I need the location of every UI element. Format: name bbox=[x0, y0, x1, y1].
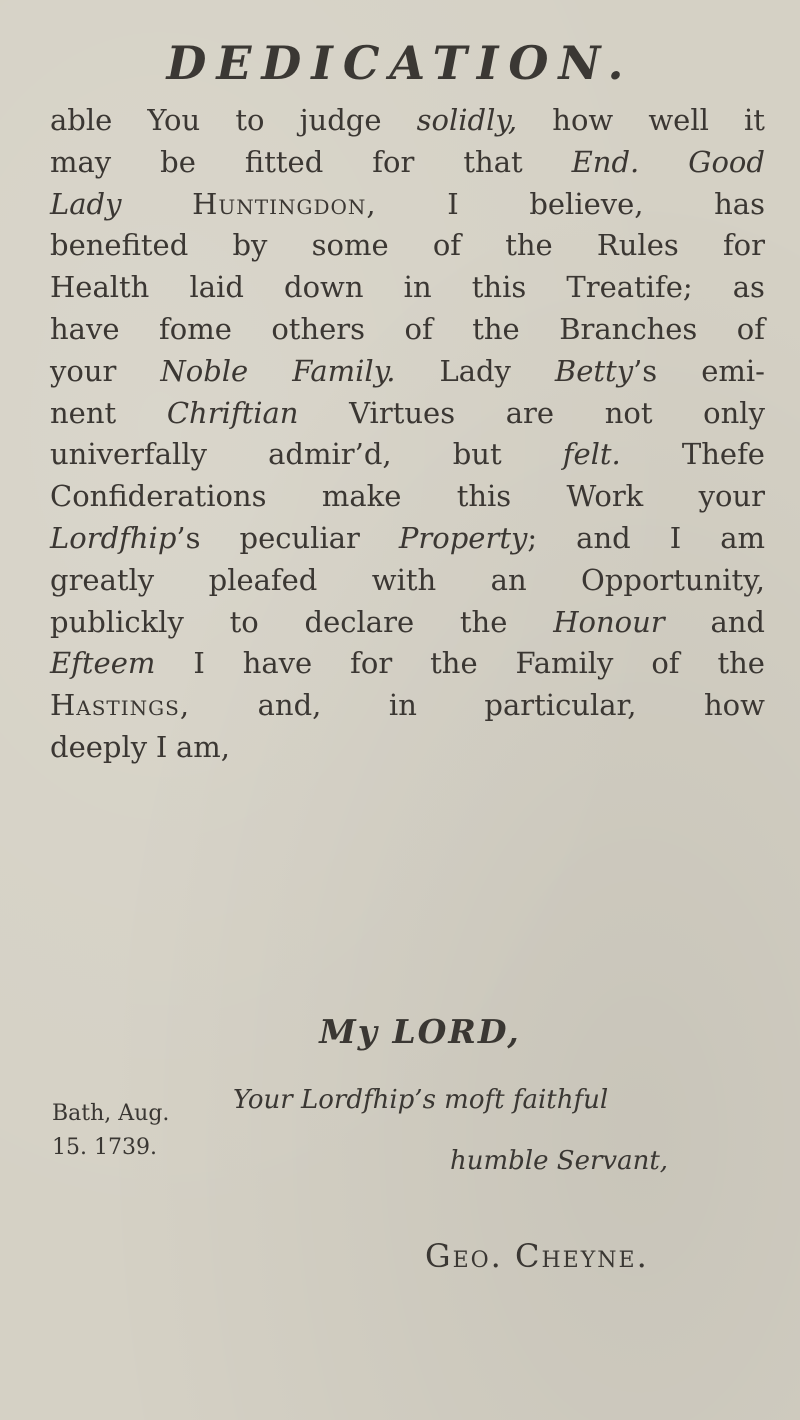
word: I bbox=[155, 729, 168, 764]
word: Noble bbox=[160, 353, 249, 388]
place: Bath, Aug. bbox=[52, 1101, 170, 1126]
word: greatly bbox=[50, 562, 155, 597]
word: Confiderations bbox=[50, 479, 267, 514]
word: admir’d, bbox=[268, 437, 392, 472]
word: to bbox=[235, 103, 265, 137]
word: Lady bbox=[439, 353, 511, 388]
word: Rules bbox=[596, 228, 679, 263]
word: as bbox=[732, 270, 765, 305]
word: Thefe bbox=[681, 437, 765, 472]
word: Virtues bbox=[349, 395, 456, 430]
word: your bbox=[698, 479, 765, 514]
word: Work bbox=[566, 479, 644, 514]
word: the bbox=[430, 646, 478, 681]
word: Betty’s bbox=[554, 353, 658, 388]
word: felt. bbox=[562, 437, 621, 472]
word: to bbox=[229, 604, 259, 639]
word: able bbox=[50, 103, 113, 137]
word: Lady bbox=[50, 186, 122, 221]
word: of bbox=[736, 311, 765, 346]
word: this bbox=[471, 270, 527, 305]
word: declare bbox=[304, 604, 415, 639]
word: the bbox=[717, 646, 765, 681]
word: of bbox=[404, 311, 433, 346]
word: in bbox=[388, 688, 417, 723]
signature: Geo. Cheyne. bbox=[425, 1237, 649, 1275]
text-line bbox=[50, 267, 765, 309]
word: and bbox=[710, 604, 765, 639]
word: not bbox=[604, 395, 653, 430]
text-line bbox=[50, 225, 765, 267]
text-line bbox=[50, 100, 765, 142]
word: fitted bbox=[244, 144, 324, 179]
text-line bbox=[50, 476, 765, 518]
word: how bbox=[552, 103, 614, 137]
word: fome bbox=[159, 311, 232, 346]
word: Lordfhip’s bbox=[50, 520, 201, 555]
word: I bbox=[447, 186, 459, 221]
text-line bbox=[50, 727, 765, 769]
word: I bbox=[193, 646, 205, 681]
word: You bbox=[147, 103, 201, 137]
word: Family. bbox=[292, 353, 396, 388]
word: in bbox=[403, 270, 432, 305]
word: nent bbox=[50, 395, 117, 430]
word: Efteem bbox=[50, 646, 156, 681]
word: may bbox=[50, 144, 112, 179]
word: Opportunity, bbox=[581, 562, 765, 597]
word: for bbox=[372, 144, 415, 179]
word: the bbox=[459, 604, 508, 639]
word: your bbox=[50, 353, 117, 388]
text-line bbox=[50, 685, 765, 727]
word: Honour bbox=[553, 604, 665, 639]
closing-line-2: humble Servant, bbox=[450, 1146, 669, 1176]
word: publickly bbox=[50, 604, 184, 639]
word: Property; bbox=[398, 520, 538, 555]
word: Branches bbox=[559, 311, 698, 346]
word: peculiar bbox=[239, 520, 360, 555]
running-head: DEDICATION. bbox=[166, 36, 634, 90]
word: emi- bbox=[701, 353, 765, 388]
word: of bbox=[651, 646, 680, 681]
word: it bbox=[744, 103, 765, 137]
closing-line-1: Your Lordfhip’s moft faithful bbox=[233, 1085, 609, 1115]
word: and bbox=[576, 520, 631, 555]
word: Family bbox=[515, 646, 614, 681]
word: Chriftian bbox=[166, 395, 299, 430]
word: an bbox=[490, 562, 527, 597]
word: Huntingdon, bbox=[192, 186, 377, 221]
text-line bbox=[50, 142, 765, 184]
word: by bbox=[232, 228, 268, 263]
word: benefited bbox=[50, 228, 189, 263]
word: am, bbox=[175, 729, 230, 764]
word: particular, bbox=[484, 688, 637, 723]
word: pleafed bbox=[208, 562, 318, 597]
salutation: My LORD, bbox=[319, 1012, 521, 1051]
text-line bbox=[50, 560, 765, 602]
text-line bbox=[50, 184, 765, 226]
word: Health bbox=[50, 270, 150, 305]
word: laid bbox=[189, 270, 244, 305]
word: well bbox=[648, 103, 709, 137]
text-line bbox=[50, 643, 765, 685]
word: down bbox=[284, 270, 364, 305]
word: for bbox=[350, 646, 393, 681]
word: are bbox=[505, 395, 555, 430]
text-line bbox=[50, 434, 765, 476]
word: have bbox=[50, 311, 120, 346]
word: of bbox=[432, 228, 462, 263]
date: 15. 1739. bbox=[52, 1135, 157, 1160]
word: that bbox=[463, 144, 523, 179]
word: has bbox=[714, 186, 765, 221]
word: this bbox=[456, 479, 512, 514]
word: for bbox=[722, 228, 765, 263]
word: the bbox=[472, 311, 520, 346]
dedication-body bbox=[50, 100, 765, 769]
word: univerfally bbox=[50, 437, 207, 472]
text-line bbox=[50, 602, 765, 644]
word: judge bbox=[299, 103, 382, 137]
word: be bbox=[160, 144, 196, 179]
word: I bbox=[669, 520, 682, 555]
word: believe, bbox=[529, 186, 644, 221]
word: make bbox=[321, 479, 402, 514]
word: Hastings, bbox=[50, 688, 191, 723]
word: some bbox=[311, 228, 389, 263]
word: how bbox=[704, 688, 765, 723]
text-line bbox=[50, 393, 765, 435]
text-line bbox=[50, 309, 765, 351]
word: only bbox=[703, 395, 765, 430]
word: am bbox=[720, 520, 765, 555]
word: Treatife; bbox=[566, 270, 693, 305]
text-line bbox=[50, 351, 765, 393]
word: others bbox=[271, 311, 366, 346]
word: and, bbox=[257, 688, 322, 723]
word: deeply bbox=[50, 729, 148, 764]
word: but bbox=[452, 437, 502, 472]
word: have bbox=[242, 646, 313, 681]
word: Good bbox=[688, 144, 765, 179]
word: End. bbox=[571, 144, 640, 179]
word: with bbox=[371, 562, 437, 597]
text-line bbox=[50, 518, 765, 560]
place-date bbox=[52, 1097, 169, 1165]
word: solidly, bbox=[416, 103, 518, 137]
word: the bbox=[505, 228, 553, 263]
